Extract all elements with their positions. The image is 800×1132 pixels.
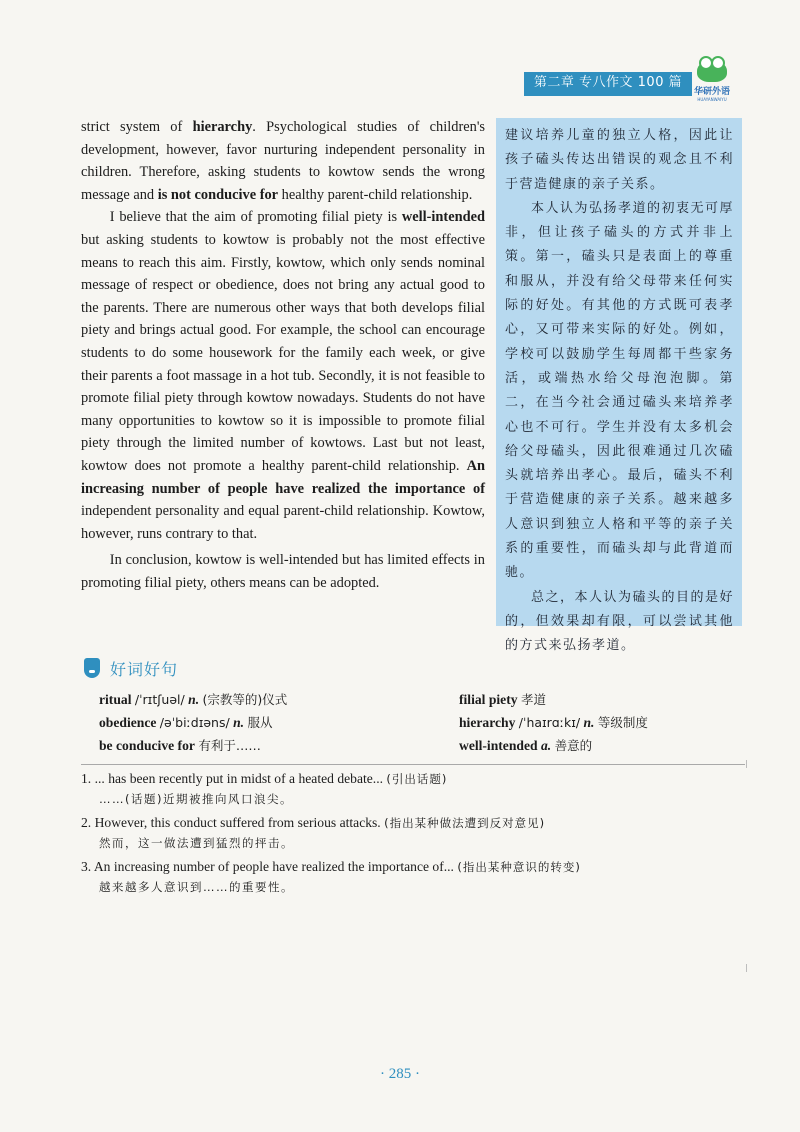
sentence-note: (指出某种做法遭到反对意见) (384, 816, 546, 830)
sentence-item (81, 769, 745, 809)
vocab-word: filial piety (459, 692, 518, 707)
vocab-word: hierarchy (459, 715, 516, 730)
header-rule (524, 94, 692, 96)
vocab-word: ritual (99, 692, 132, 707)
text-run: independent personality and equal parent-child relationship. Kowtow, however, runs contrary to that. (81, 503, 485, 542)
bookmark-icon (84, 658, 100, 678)
vocab-item (99, 688, 459, 711)
sentence-item (81, 857, 745, 897)
sentence-english: However, this conduct suffered from serious attacks. (94, 815, 381, 830)
vocab-meaning: 孝道 (520, 692, 546, 707)
useful-sentences (81, 769, 745, 901)
essay-paragraph-1 (81, 116, 485, 206)
sentence-note: (指出某种意识的转变) (457, 860, 581, 874)
translation-paragraph-1: 建议培养儿童的独立人格，因此让孩子磕头传达出错误的观念且不利于营造健康的亲子关系。 (505, 128, 734, 192)
vocab-meaning: 服从 (247, 715, 273, 730)
vocab-pos: a. (540, 738, 552, 753)
sentence-english: An increasing number of people have realized the importance of... (93, 859, 454, 874)
sentence-item (81, 813, 745, 853)
bold-phrase: hierarchy (192, 119, 253, 135)
chinese-translation-box (496, 118, 742, 654)
text-run: healthy parent-child relationship. (278, 186, 473, 203)
vocab-meaning: 等级制度 (597, 715, 648, 730)
bold-phrase: conducive for (194, 186, 279, 203)
vocab-section-header (84, 656, 178, 680)
vocab-meaning: (宗教等的)仪式 (202, 692, 288, 707)
vocab-section-title: 好词好句 (110, 659, 179, 679)
vocab-word: obedience (99, 715, 157, 730)
logo-text: 华研外语 (693, 87, 730, 97)
vocab-phonetic: /əˈbiːdɪəns/ (159, 715, 230, 730)
essay-text (81, 116, 485, 594)
vocab-item (459, 688, 699, 711)
sentence-translation: ……(话题)近期被推向风口浪尖。 (99, 792, 293, 806)
frog-icon (697, 60, 727, 82)
text-run: . Psychological studies of children's development, however, favor nurturing independent personality in children. Therefore, asking students to kowtow sends the wrong message and (81, 119, 486, 203)
section-divider (81, 764, 745, 765)
text-run: In conclusion, kowtow is well-intended but has limited effects in promoting filial piety, others means can be adopted. (81, 552, 485, 591)
sentence-number: 1. (81, 771, 92, 786)
vocab-item (459, 711, 699, 734)
page-number: · 285 · (380, 1066, 420, 1082)
bold-phrase: well-intended (401, 209, 485, 226)
bold-phrase: is not (157, 186, 191, 203)
translation-paragraph-3: 总之，本人认为磕头的目的是好的，但效果却有限，可以尝试其他的方式来弘扬孝道。 (505, 589, 735, 654)
vocab-item (459, 734, 699, 757)
vocab-meaning: 善意的 (554, 738, 593, 753)
vocab-meaning: 有利于…… (198, 738, 261, 753)
edge-mark (746, 964, 747, 972)
vocab-item (99, 734, 459, 757)
text-run: I believe that the aim of promoting filial piety is (109, 209, 402, 226)
vocab-pos: n. (233, 715, 245, 730)
chapter-header: 第二章 专八作文 100 篇 (524, 72, 692, 94)
edge-mark (746, 760, 747, 768)
text-run: but asking students to kowtow is probably not the most effective means to reach this aim. Firstly, kowtow, which only sends nominal message of respect or obedience, does not bring any actual good to the parents. There are numerous other ways that both develops filial piety and brings actual good. For example, the school can encourage students to do some housework for the family each week, or give their parents a foot massage in a hot tub. Secondly, it is not feasible to promote filial piety through kowtow nowadays. Students do not have many opportunities to kowtow so it is impossible to promote filial piety through the limited number of kowtows. Last but not least, kowtow does not promote a healthy parent-child relationship. (81, 231, 485, 474)
vocab-phonetic: /ˈhaɪrɑːkɪ/ (518, 715, 581, 730)
translation-paragraph-2: 本人认为弘扬孝道的初衷无可厚非，但让孩子磕头的方式并非上策。第一，磕头只是表面上的尊重和服从，并没有给父母带来任何实际的好处。有其他的方式既可表孝心，又可带来实际的好处。例如，学校可以鼓励学生每周都干些家务活，或端热水给父母泡泡脚。第二，在当今社会通过磕头来培养孝心也不可行。学生并没有太多机会给父母磕头，因此很难通过几次磕头就培养出孝心。最后，磕头不利于营造健康的亲子关系。越来越多人意识到独立人格和平等的亲子关系的重要性，而磕头却与此背道而驰。 (505, 200, 735, 581)
sentence-note: (引出话题) (386, 772, 448, 786)
vocab-word: be conducive for (99, 738, 195, 753)
vocab-word: well-intended (459, 738, 538, 753)
vocab-list (99, 688, 699, 757)
vocab-pos: n. (188, 692, 200, 707)
text-run: strict system of (81, 119, 193, 135)
sentence-number: 3. (81, 859, 92, 874)
logo-subtext: HUAYANWAIYU (697, 97, 727, 102)
sentence-translation: 然而，这一做法遭到猛烈的抨击。 (99, 836, 294, 850)
vocab-phonetic: /ˈrɪtʃuəl/ (134, 692, 185, 707)
sentence-translation: 越来越多人意识到……的重要性。 (99, 880, 294, 894)
sentence-english: ... has been recently put in midst of a heated debate... (94, 771, 383, 786)
essay-paragraph-3 (81, 549, 485, 594)
sentence-number: 2. (81, 815, 92, 830)
essay-paragraph-2 (81, 206, 485, 545)
vocab-pos: n. (583, 715, 595, 730)
bold-phrase: An increasing number of people have realized the importance of (81, 457, 485, 497)
vocab-item (99, 711, 459, 734)
publisher-logo (690, 60, 734, 102)
